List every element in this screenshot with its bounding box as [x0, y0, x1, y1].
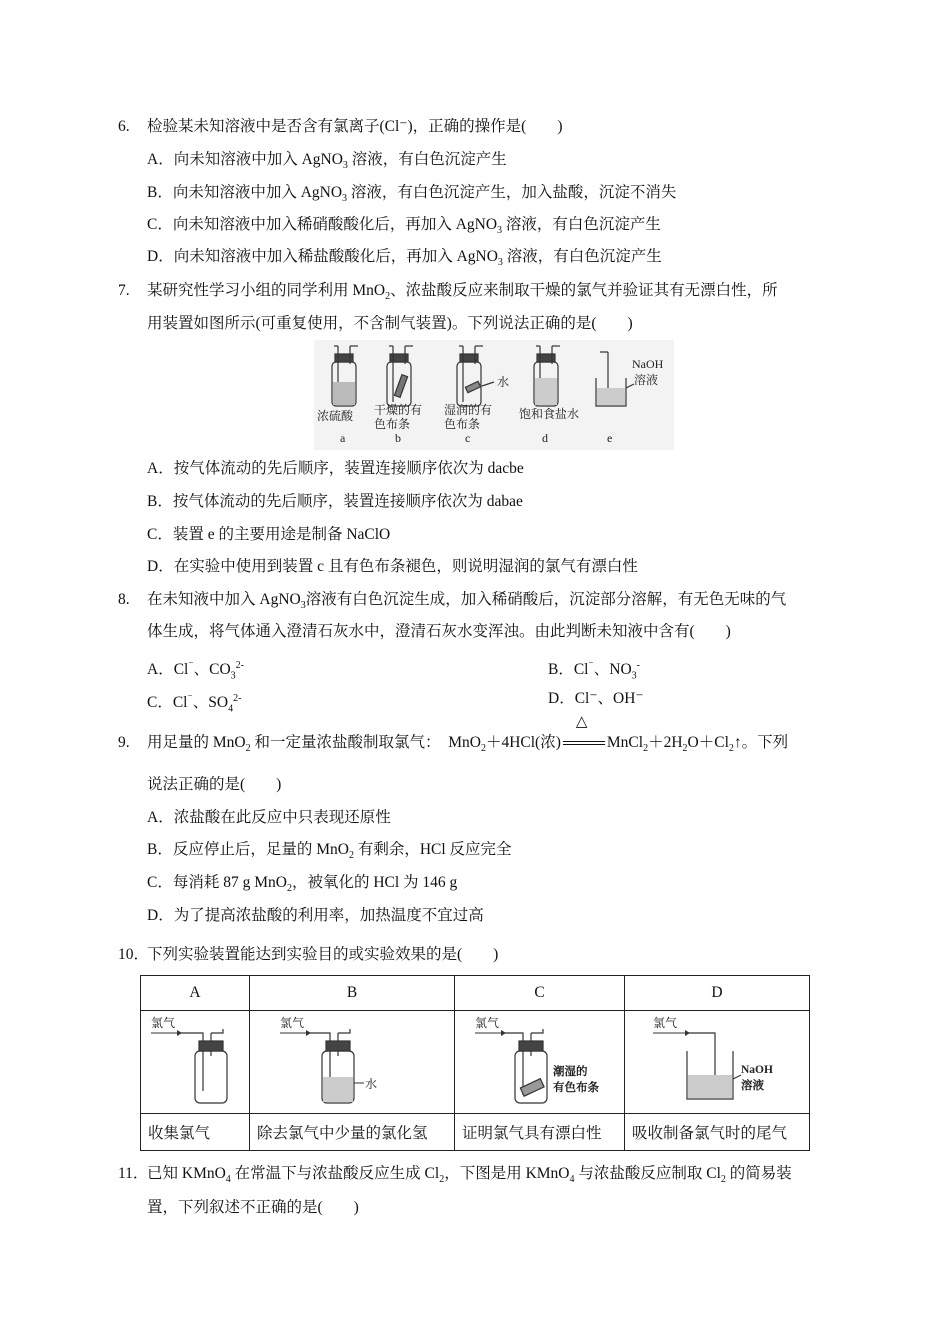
caption-a: 收集氯气: [141, 1113, 250, 1150]
question-number: 10．: [118, 946, 150, 963]
apparatus-c: [455, 1011, 625, 1114]
col-header-b: B: [250, 976, 455, 1011]
label-d-reagent: 饱和食盐水: [519, 407, 580, 421]
svg-text:溶液: 溶液: [741, 1080, 764, 1093]
q7-option-b: B．按气体流动的先后顺序，装置连接顺序依次为 dabae: [147, 493, 523, 510]
label-e-reagent2: 溶液: [634, 373, 659, 387]
q8-option-a: A．Cl⁻、$CO_3^{2-}$: [147, 660, 245, 682]
col-header-a: A: [141, 976, 250, 1011]
question-stem-line2: 用装置如图所示(可重复使用，不含制气装置)。下列说法正确的是( ): [147, 315, 633, 332]
question-number: 9.: [118, 734, 130, 751]
q7-option-d: D．在实验中使用到装置 c 且有色布条褪色，则说明湿润的氯气有漂白性: [147, 558, 638, 575]
bleach-test-bottle-icon: [457, 1011, 623, 1107]
caption-d: 吸收制备氯气时的尾气: [625, 1113, 810, 1150]
question-stem-line2: 置，下列叙述不正确的是( ): [147, 1199, 359, 1216]
q7-option-a: A．按气体流动的先后顺序，装置连接顺序依次为 dacbe: [147, 460, 524, 477]
q9-option-d: D．为了提高浓盐酸的利用率，加热温度不宜过高: [147, 907, 484, 924]
apparatus-a: [141, 1011, 250, 1114]
q6-option-c: C．向未知溶液中加入稀硝酸酸化后，再加入 AgNO$_3$ 溶液，有白色沉淀产生: [147, 216, 661, 237]
wash-bottle-icon: [252, 1011, 452, 1107]
apparatus-b: [250, 1011, 455, 1114]
label-e: e: [607, 431, 613, 445]
question-stem-line2: 说法正确的是( ): [147, 776, 282, 793]
svg-text:NaOH: NaOH: [741, 1064, 773, 1077]
caption-b: 除去氯气中少量的氯化氢: [250, 1113, 455, 1150]
gas-bottle-icon: [145, 1011, 245, 1107]
question-stem: 在未知液中加入 AgNO$_3$溶液有白色沉淀生成，加入稀硝酸后，沉淀部分溶解，有无色无味的气: [147, 591, 787, 612]
question-stem: 某研究性学习小组的同学利用 MnO$_2$、浓盐酸反应来制取干燥的氯气并验证其有无漂白性，所: [147, 282, 778, 303]
col-header-d: D: [625, 976, 810, 1011]
q6-option-a: A．向未知溶液中加入 AgNO$_3$ 溶液，有白色沉淀产生: [147, 151, 507, 172]
svg-text:氯气: 氯气: [474, 1016, 499, 1031]
label-b-reagent: 干燥的有: [374, 403, 423, 417]
label-c-water: 水: [497, 375, 510, 389]
svg-text:水: 水: [365, 1077, 378, 1092]
svg-text:潮湿的: 潮湿的: [552, 1066, 587, 1079]
svg-text:氯气: 氯气: [653, 1016, 678, 1031]
question-stem: 已知 KMnO$_4$ 在常温下与浓盐酸反应生成 $Cl_2$，下图是用 KMnO$_4$ 与浓盐酸反应制取 $Cl_2$ 的简易装: [147, 1165, 792, 1186]
label-c-reagent2: 色布条: [444, 417, 481, 431]
q6-option-b: B．向未知溶液中加入 AgNO$_3$ 溶液，有白色沉淀产生，加入盐酸，沉淀不消失: [147, 184, 677, 205]
question-number: 7.: [118, 282, 130, 299]
svg-text:有色布条: 有色布条: [552, 1082, 599, 1095]
heat-arrow: [561, 714, 607, 753]
absorption-beaker-icon: [627, 1011, 807, 1107]
svg-text:氯气: 氯气: [280, 1016, 305, 1031]
q7-option-c: C．装置 e 的主要用途是制备 NaClO: [147, 526, 391, 543]
svg-text:氯气: 氯气: [151, 1016, 176, 1031]
question-number: 11．: [118, 1165, 149, 1182]
apparatus-d: [625, 1011, 810, 1114]
question-number: 8.: [118, 591, 130, 608]
q10-table: [140, 975, 810, 1151]
caption-c: 证明氯气具有漂白性: [455, 1113, 625, 1150]
label-c-reagent: 湿润的有: [444, 403, 493, 417]
question-number: 6.: [118, 118, 130, 135]
label-d: d: [542, 431, 548, 445]
label-c: c: [465, 431, 471, 445]
q9-option-a: A．浓盐酸在此反应中只表现还原性: [147, 809, 391, 826]
label-a-reagent: 浓硫酸: [317, 409, 354, 423]
q6-option-d: D．向未知溶液中加入稀盐酸酸化后，再加入 AgNO$_3$ 溶液，有白色沉淀产生: [147, 248, 662, 269]
heat-symbol: △: [575, 714, 588, 730]
label-a: a: [340, 431, 346, 445]
label-e-reagent: NaOH: [632, 357, 664, 371]
apparatus-figure-q7: [314, 340, 674, 450]
q8-option-b: B．Cl⁻、$NO_3^-$: [548, 660, 640, 682]
col-header-c: C: [455, 976, 625, 1011]
q8-option-c: C．Cl⁻、$SO_4^{2-}$: [147, 693, 242, 715]
label-b: b: [395, 431, 401, 445]
q9-option-b: B．反应停止后，足量的 MnO$_2$ 有剩余，HCl 反应完全: [147, 841, 512, 862]
question-stem: 检验某未知溶液中是否含有氯离子(Cl⁻)，正确的操作是( ): [147, 118, 563, 135]
question-stem: 下列实验装置能达到实验目的或实验效果的是( ): [147, 946, 499, 963]
question-stem: 用足量的 MnO$_2$ 和一定量浓盐酸制取氯气： MnO$_2$＋4HCl(浓) △ $MnCl_2+2H_2O+Cl_2↑$。下列: [147, 714, 789, 755]
label-b-reagent2: 色布条: [374, 417, 411, 431]
question-stem-line2: 体生成，将气体通入澄清石灰水中，澄清石灰水变浑浊。由此判断未知液中含有( ): [147, 623, 731, 640]
q8-option-d: D．Cl⁻、OH⁻: [548, 690, 644, 707]
q9-option-c: C．每消耗 87 g MnO$_2$，被氧化的 HCl 为 146 g: [147, 874, 458, 895]
